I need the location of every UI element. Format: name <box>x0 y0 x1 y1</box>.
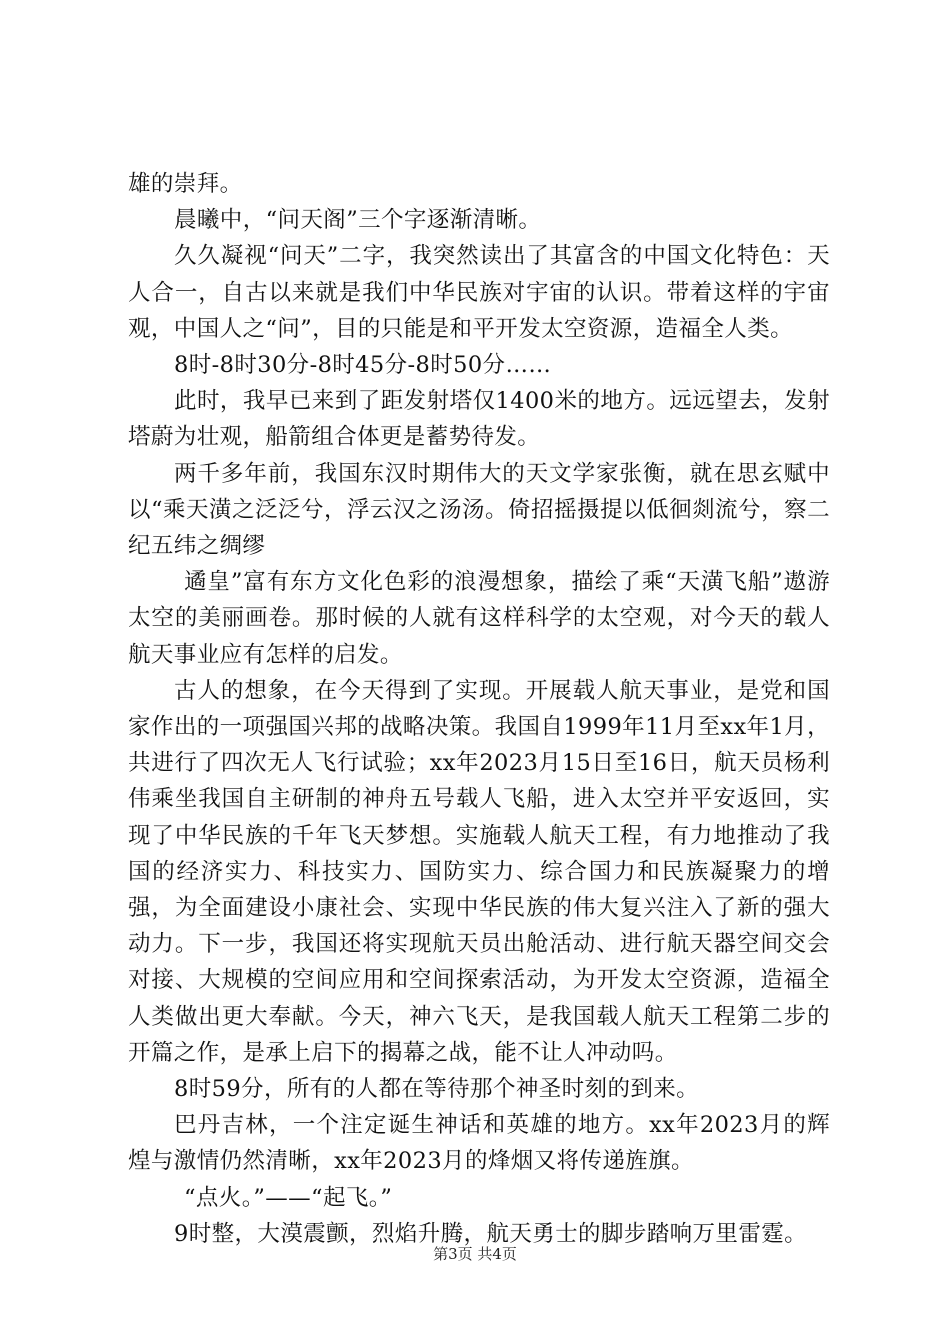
paragraph: 雄的崇拜。 <box>128 171 243 197</box>
paragraph: 久久凝视“问天”二字，我突然读出了其富含的中国文化特色：天人合一，自古以来就是我们中华民族对宇宙的认识。带着这样的宇宙观，中国人之“问”，目的只能是和平开发太空资源，造福全人类。 <box>128 243 830 342</box>
paragraph: 古人的想象，在今天得到了实现。开展载人航天事业，是党和国家作出的一项强国兴邦的战略决策。我国自1999年11月至xx年1月，共进行了四次无人飞行试验；xx年2023月15日至16日，航天员杨利伟乘坐我国自主研制的神舟五号载人飞船，进入太空并平安返回，实现了中华民族的千年飞天梦想。实施载人航天工程，有力地推动了我国的经济实力、科技实力、国防实力、综合国力和民族凝聚力的增强，为全面建设小康社会、实现中华民族的伟大复兴注入了新的强大动力。下一步，我国还将实现航天员出舱活动、进行航天器空间交会对接、大规模的空间应用和空间探索活动，为开发太空资源，造福全人类做出更大奉献。今天，神六飞天，是我国载人航天工程第二步的开篇之作，是承上启下的揭幕之战，能不让人冲动吗。 <box>128 677 830 1066</box>
paragraph: 8时59分，所有的人都在等待那个神圣时刻的到来。 <box>174 1076 700 1103</box>
paragraph: 8时-8时30分-8时45分-8时50分…… <box>174 352 552 379</box>
paragraph: 两千多年前，我国东汉时期伟大的天文学家张衡，就在思玄赋中以“乘天潢之泛泛兮，浮云汉之汤汤。倚招摇摄提以低徊剡流兮，察二纪五纬之绸缪 <box>128 460 830 560</box>
paragraph: 遹皇”富有东方文化色彩的浪漫想象，描绘了乘“天潢飞船”遨游太空的美丽画卷。那时候的人就有这样科学的太空观，对今天的载人航天事业应有怎样的启发。 <box>128 569 830 668</box>
paragraph: 此时，我早已来到了距发射塔仅1400米的地方。远远望去，发射塔蔚为壮观，船箭组合体更是蓄势待发。 <box>128 388 830 451</box>
document-body <box>128 166 830 1252</box>
paragraph: 巴丹吉林，一个注定诞生神话和英雄的地方。xx年2023月的辉煌与激情仍然清晰，xx年2023月的烽烟又将传递旌旗。 <box>128 1112 830 1175</box>
paragraph: 9时整，大漠震颤，烈焰升腾，航天勇士的脚步踏响万里雷霆。 <box>174 1220 808 1247</box>
paragraph: 晨曦中，“问天阁”三个字逐渐清晰。 <box>174 207 542 234</box>
page-number-footer: 第3页 共4页 <box>433 1245 517 1263</box>
paragraph: “点火。”——“起飞。” <box>184 1184 393 1211</box>
